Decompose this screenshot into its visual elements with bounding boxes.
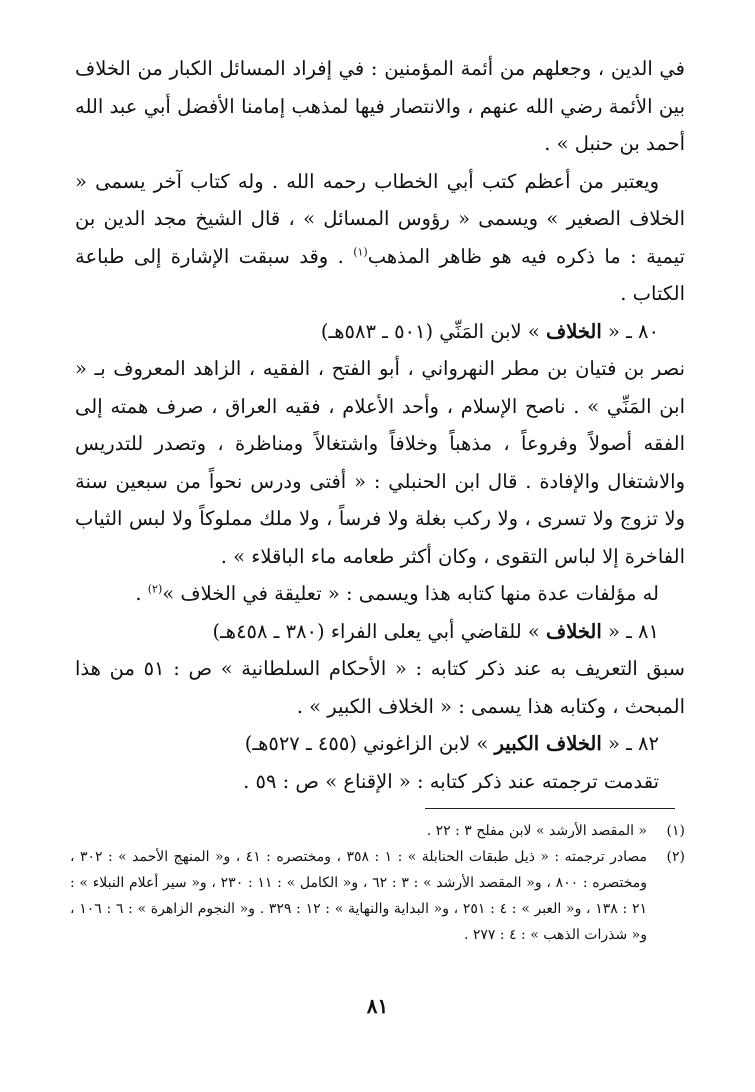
- entry-81-author: » للقاضي أبي يعلى الفراء (٣٨٠ ـ ٤٥٨هـ): [212, 619, 546, 643]
- paragraph-works: [75, 575, 685, 613]
- entry-heading-80: [75, 313, 685, 351]
- footnote-2: [70, 844, 685, 948]
- entry-81-number: ٨١ ـ «: [601, 619, 659, 643]
- entry-80-author: » لابن المَنِّي (٥٠١ ـ ٥٨٣هـ): [320, 319, 546, 343]
- paragraph-abu-al-khattab-text: ويعتبر من أعظم كتب أبي الخطاب رحمه الله . وله كتاب آخر يسمى « الخلاف الصغير » ويسمى « رؤوس المسائل » ، قال الشيخ مجد الدين بن تيمية : ما ذكره فيه هو ظاهر المذهب: [75, 169, 685, 268]
- entry-80-number: ٨٠ ـ «: [601, 319, 659, 343]
- paragraph-abu-al-khattab-end: . وقد سبقت الإشارة إلى طباعة الكتاب .: [75, 244, 685, 305]
- footnote-divider: [425, 808, 675, 809]
- footnote-1: [70, 818, 685, 844]
- footnote-2-text: مصادر ترجمته : « ذيل طبقات الحنابلة » : ١ : ٣٥٨ ، ومختصره : ٤١ ، و« المنهج الأحمد » : ٣٠٢ ، ومختصره : ٨٠٠ ، و« المقصد الأرشد » : ٣ : ٦٢ ، و« الكامل » : ١١ : ٢٣٠ ، و« سير أعلام النبلاء » : ٢١ : ١٣٨ ، و« العبر » : ٤ : ٢٥١ ، و« البداية والنهاية » : ١٢ : ٣٢٩ . و« النجوم الزاهرة » : ٦ : ١٠٦ ، و« شذرات الذهب » : ٤ : ٢٧٧ .: [70, 849, 648, 943]
- entry-81-title: الخلاف: [546, 619, 602, 643]
- entry-80-title: الخلاف: [546, 319, 602, 343]
- footnotes: [70, 818, 685, 948]
- paragraph-intro: في الدين ، وجعلهم من أئمة المؤمنين : في إفراد المسائل الكبار من الخلاف بين الأئمة رضي الله عنهم ، والانتصار فيها لمذهب إمامنا الأفضل أبي عبد الله أحمد بن حنبل » .: [75, 57, 685, 155]
- footnote-ref-1[interactable]: (١): [353, 245, 368, 258]
- entry-82-number: ٨٢ ـ «: [601, 732, 659, 755]
- paragraph-works-end: .: [135, 582, 148, 605]
- paragraph-ibn-al-zaghuni: تقدمت ترجمته عند ذكر كتابه : « الإقناع » ص : ٥٩ .: [243, 769, 659, 793]
- paragraph-works-text: له مؤلفات عدة منها كتابه هذا ويسمى : « تعليقة في الخلاف »: [162, 582, 659, 605]
- entry-heading-82: [75, 725, 685, 763]
- paragraph-ibn-al-manni: نصر بن فتيان بن مطر النهرواني ، أبو الفتح ، الفقيه ، الزاهد المعروف بـ « ابن المَنِّي » . ناصح الإسلام ، وأحد الأعلام ، فقيه العراق ، صرف همته إلى الفقه أصولاً وفروعاً ، مذهباً وخلافاً واشتغالاً ومناظرة ، وتصدر للتدريس والاشتغال والإفادة . قال ابن الحنبلي : « أفتى ودرس نحواً من سبعين سنة ولا تزوج ولا تسرى ، ولا ركب بغلة ولا فرساً ، ولا ملك مملوكاً ولا لبس الثياب الفاخرة إلا لباس التقوى ، وكان أكثر طعامه ماء الباقلاء » .: [75, 357, 685, 568]
- entry-82-author: » لابن الزاغوني (٤٥٥ ـ ٥٢٧هـ): [244, 732, 495, 755]
- footnote-ref-2[interactable]: (٢): [147, 582, 163, 596]
- page-number: ٨١: [366, 994, 389, 1018]
- footnote-1-text: « المقصد الأرشد » لابن مفلح ٣ : ٢٢ .: [426, 823, 647, 839]
- entry-82-title: الخلاف الكبير: [494, 732, 602, 755]
- paragraph-abu-al-khattab: [75, 163, 685, 313]
- main-text: [75, 50, 685, 800]
- footnote-1-number: (١): [666, 823, 685, 839]
- entry-heading-81: [75, 613, 685, 651]
- footnote-2-number: (٢): [666, 849, 685, 865]
- paragraph-abu-yala: سبق التعريف به عند ذكر كتابه : « الأحكام السلطانية » ص : ٥١ من هذا المبحث ، وكتابه هذا يسمى : « الخلاف الكبير » .: [75, 657, 686, 718]
